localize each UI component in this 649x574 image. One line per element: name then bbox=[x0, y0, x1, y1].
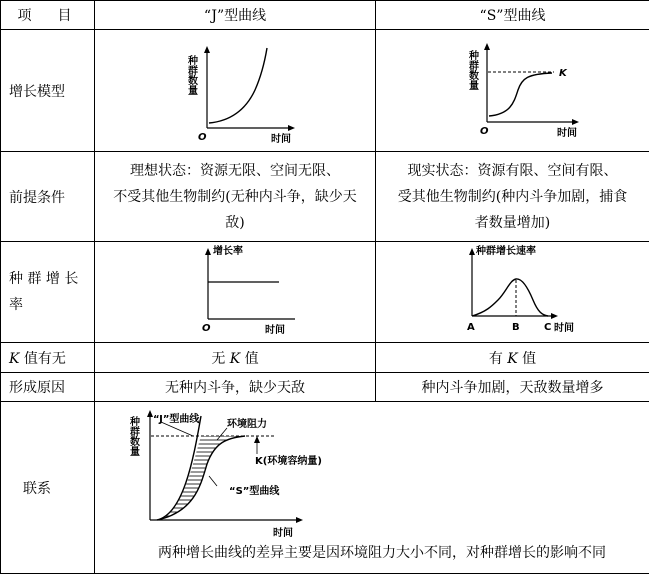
label-model: 增长模型 bbox=[1, 30, 95, 152]
cell-j-premise bbox=[95, 152, 376, 242]
label-premise: 前提条件 bbox=[1, 152, 95, 242]
s-rate-b: B bbox=[512, 322, 520, 333]
j-k-pre: 无 bbox=[211, 351, 229, 367]
s-model-origin: O bbox=[480, 126, 489, 137]
row-cause bbox=[1, 373, 649, 402]
j-rate-ylabel: 增长率 bbox=[213, 244, 243, 257]
cell-s-premise bbox=[376, 152, 649, 242]
relation-s-pointer bbox=[209, 476, 217, 486]
relation-xlabel: 时间 bbox=[273, 526, 293, 539]
s-k-letter: K bbox=[507, 351, 517, 367]
cell-j-model bbox=[95, 30, 376, 152]
relation-summary: 两种增长曲线的差异主要是因环境阻力大小不同，对种群增长的影响不同 bbox=[95, 542, 649, 564]
s-model-k-label: K bbox=[559, 68, 568, 79]
s-model-yaxis-arrow bbox=[484, 43, 490, 50]
s-rate-curve bbox=[472, 279, 548, 316]
s-k-post: 值 bbox=[518, 351, 536, 367]
cell-relation bbox=[95, 402, 649, 574]
j-model-yaxis-arrow bbox=[204, 46, 210, 53]
row-premise bbox=[1, 152, 649, 242]
relation-k-label: K(环境容纳量) bbox=[255, 454, 322, 467]
j-premise-line: 敌) bbox=[101, 210, 369, 236]
s-rate-ylabel: 种群增长速率 bbox=[475, 244, 536, 257]
cell-s-model bbox=[376, 30, 649, 152]
j-k-letter: K bbox=[230, 351, 240, 367]
label-rate-line: 种 群 增 长 bbox=[9, 266, 94, 292]
relation-ylabel: 种群数量 bbox=[128, 415, 141, 457]
j-rate-xlabel: 时间 bbox=[265, 323, 285, 336]
relation-xaxis-arrow bbox=[296, 517, 303, 523]
j-model-xaxis-arrow bbox=[288, 125, 295, 131]
s-premise-line: 现实状态：资源有限、空间有限、 bbox=[382, 158, 643, 184]
s-model-xlabel: 时间 bbox=[557, 126, 577, 139]
s-rate-xlabel: 时间 bbox=[554, 321, 574, 334]
s-rate-graph bbox=[376, 242, 649, 338]
relation-k-pointer-arrow bbox=[254, 436, 260, 443]
s-rate-c: C bbox=[544, 322, 551, 333]
j-rate-graph bbox=[95, 242, 376, 338]
row-rate bbox=[1, 242, 649, 343]
label-cause: 形成原因 bbox=[1, 373, 95, 402]
row-relation bbox=[1, 402, 649, 574]
relation-resistance-area bbox=[157, 436, 245, 520]
s-model-xaxis-arrow bbox=[572, 119, 579, 125]
header-j-curve: “J”型曲线 bbox=[95, 1, 376, 30]
header-s-curve: “S”型曲线 bbox=[376, 1, 649, 30]
j-rate-origin: O bbox=[202, 323, 211, 334]
j-curve-line bbox=[209, 48, 267, 123]
j-model-xlabel: 时间 bbox=[271, 132, 291, 145]
cell-j-cause: 无种内斗争，缺少天敌 bbox=[95, 373, 376, 402]
s-premise-line: 者数量增加) bbox=[382, 210, 643, 236]
s-rate-a: A bbox=[467, 322, 475, 333]
label-k-rest: 值有无 bbox=[19, 351, 65, 367]
j-model-ylabel: 种群数量 bbox=[186, 54, 199, 96]
s-k-pre: 有 bbox=[489, 351, 507, 367]
label-rate-line: 率 bbox=[9, 292, 94, 318]
j-model-origin: O bbox=[198, 132, 207, 143]
header-row bbox=[1, 1, 649, 30]
cell-j-rate bbox=[95, 242, 376, 343]
s-model-graph bbox=[376, 30, 649, 147]
label-relation: 联系 bbox=[1, 402, 95, 574]
j-premise-line: 不受其他生物制约(无种内斗争，缺少天 bbox=[101, 184, 369, 210]
s-premise-line: 受其他生物制约(种内斗争加剧，捕食 bbox=[382, 184, 643, 210]
relation-s-label: “S”型曲线 bbox=[229, 484, 280, 497]
cell-s-kvalue bbox=[376, 343, 649, 373]
label-k-letter: K bbox=[9, 351, 19, 367]
s-rate-yaxis-arrow bbox=[469, 248, 475, 255]
s-model-ylabel: 种群数量 bbox=[467, 49, 480, 91]
s-curve-line bbox=[489, 73, 552, 116]
relation-resist-label: 环境阻力 bbox=[227, 417, 267, 430]
label-kvalue bbox=[1, 343, 95, 373]
s-rate-xaxis-arrow bbox=[551, 313, 558, 319]
relation-j-label: “J”型曲线 bbox=[153, 412, 200, 425]
j-k-post: 值 bbox=[240, 351, 258, 367]
label-rate bbox=[1, 242, 95, 343]
row-kvalue bbox=[1, 343, 649, 373]
cell-j-kvalue bbox=[95, 343, 376, 373]
header-item: 项 目 bbox=[1, 1, 95, 30]
j-rate-yaxis-arrow bbox=[205, 248, 211, 255]
j-model-graph bbox=[95, 30, 376, 147]
relation-graph bbox=[95, 402, 649, 542]
cell-s-rate bbox=[376, 242, 649, 343]
row-model bbox=[1, 30, 649, 152]
cell-s-cause: 种内斗争加剧，天敌数量增多 bbox=[376, 373, 649, 402]
j-premise-line: 理想状态：资源无限、空间无限、 bbox=[101, 158, 369, 184]
